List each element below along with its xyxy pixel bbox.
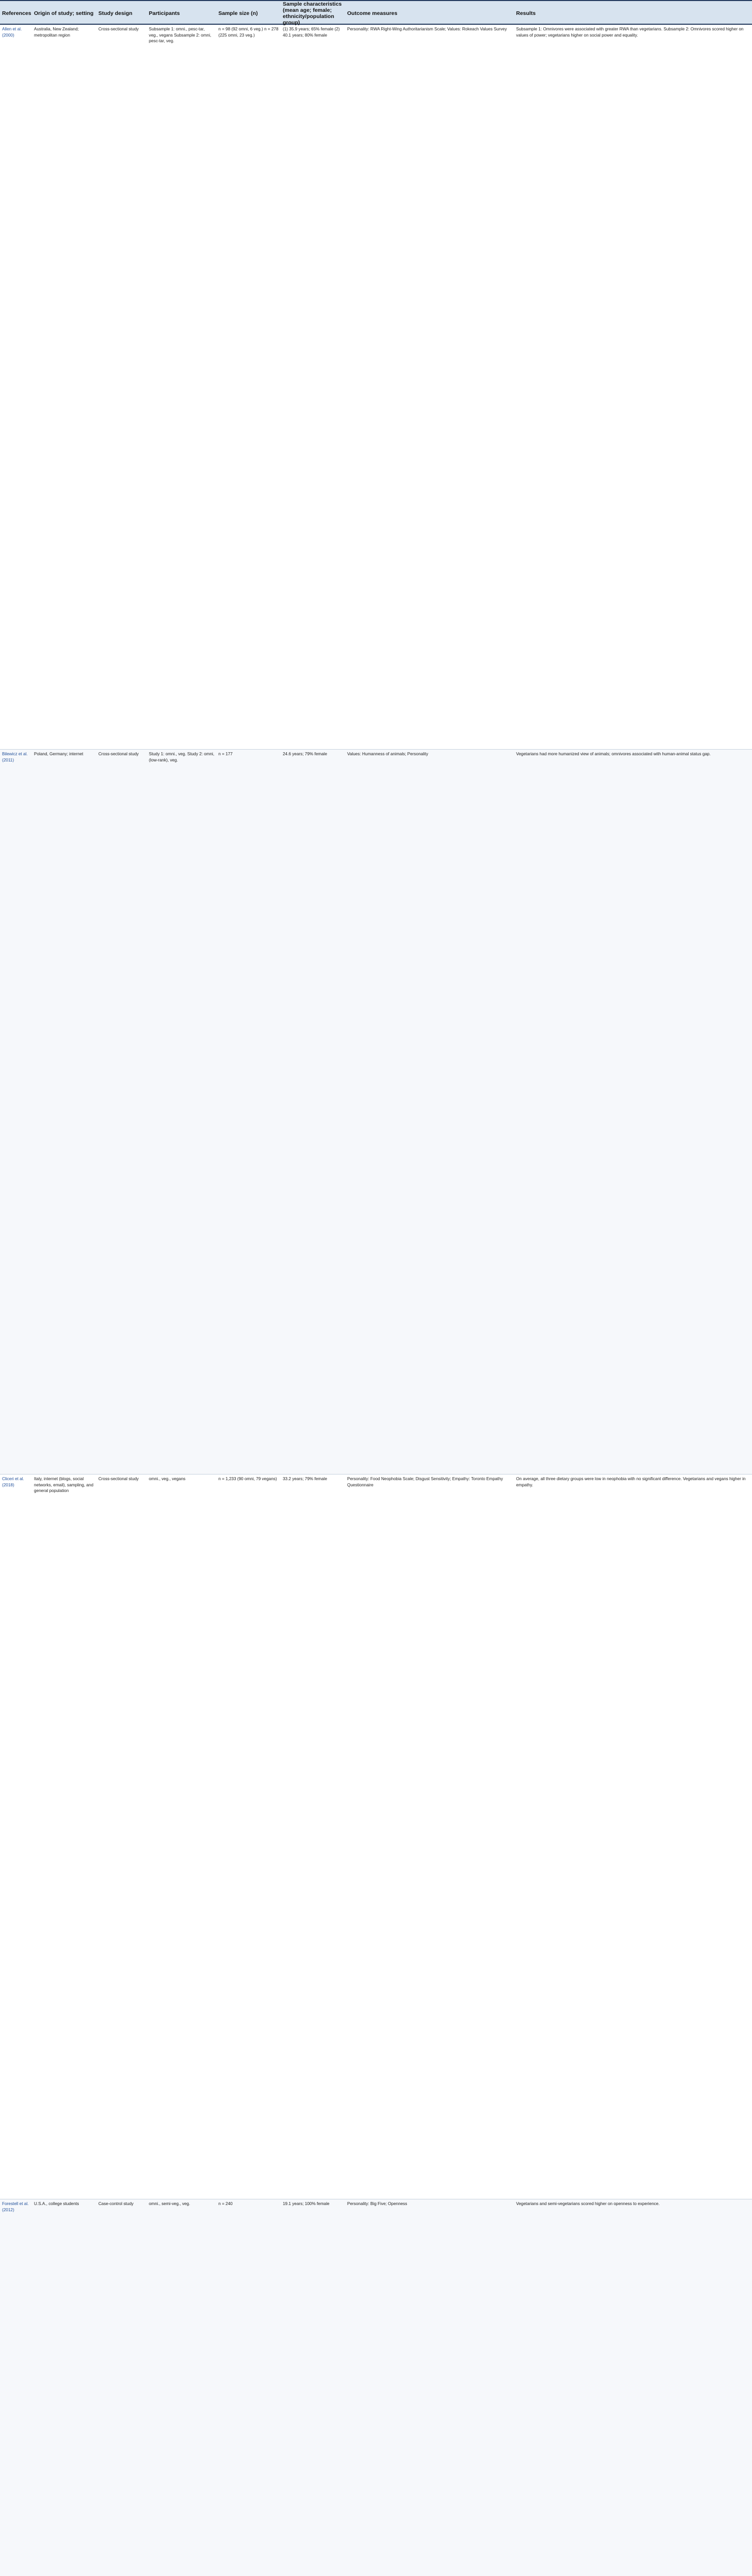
cell-results: Vegetarians and semi-vegetarians scored higher on openness to experience. xyxy=(516,2201,660,2206)
table-row xyxy=(0,25,752,750)
col-outcome: Outcome measures xyxy=(347,10,398,16)
cell-origin: Italy, internet (blogs, social networks, email), sampling, and general population xyxy=(34,1477,94,1493)
cell-participants: Study 1: omni., veg. Study 2: omni, (low-rank), veg. xyxy=(149,752,214,762)
col-origin: Origin of study; setting xyxy=(34,10,94,16)
cell-characteristics: 24.6 years; 79% female xyxy=(283,752,328,756)
cell-sample-size: n = 1,233 (90 omni, 79 vegans) xyxy=(218,1477,277,1481)
cell-design: Case-control study xyxy=(98,2201,134,2206)
cell-design: Cross-sectional study xyxy=(98,752,139,756)
col-results: Results xyxy=(516,10,536,16)
cell-outcome: Values: Humanness of animals; Personality xyxy=(347,752,429,756)
cell-design: Cross-sectional study xyxy=(98,1477,139,1481)
col-sample-size: Sample size (n) xyxy=(218,10,258,16)
col-participants: Participants xyxy=(149,10,180,16)
cell-participants: omni., semi-veg., veg. xyxy=(149,2201,191,2206)
cell-origin: Australia, New Zealand; metropolitan region xyxy=(34,27,79,38)
table-body xyxy=(0,25,752,2576)
col-characteristics: Sample characteristics (mean age; female; ethnicity/population group) xyxy=(283,1,342,26)
cell-outcome: Personality: RWA Right-Wing Authoritarianism Scale; Values: Rokeach Values Survey xyxy=(347,27,507,31)
cell-characteristics: 33.2 years; 79% female xyxy=(283,1477,328,1481)
cell-participants: Subsample 1: omni., pesc-tar, veg., vegans Subsample 2: omni, pesc-tar, veg. xyxy=(149,27,212,43)
cell-reference[interactable]: Cliceri et al. (2018) xyxy=(2,1477,24,1487)
cell-outcome: Personality: Big Five; Openness xyxy=(347,2201,407,2206)
cell-reference[interactable]: Bilewicz et al. (2011) xyxy=(2,752,28,762)
cell-characteristics: (1) 35.9 years; 65% female (2) 40.1 years; 80% female xyxy=(283,27,340,38)
cell-results: On average, all three dietary groups were low in neophobia with no significant difference. Vegetarians and vegans higher in empathy. xyxy=(516,1477,746,1487)
cell-origin: Poland, Germany; internet xyxy=(34,752,83,756)
cell-characteristics: 19.1 years; 100% female xyxy=(283,2201,330,2206)
cell-design: Cross-sectional study xyxy=(98,27,139,31)
col-design: Study design xyxy=(98,10,132,16)
cell-results: Subsample 1: Omnivores were associated with greater RWA than vegetarians. Subsample 2: Omnivores scored higher on values of power; vegetarians higher on social power and equality. xyxy=(516,27,744,38)
table-row xyxy=(0,750,752,1475)
table-row xyxy=(0,1475,752,2199)
cell-outcome: Personality: Food Neophobia Scale; Disgust Sensitivity; Empathy: Toronto Empathy Questionnaire xyxy=(347,1477,503,1487)
cell-origin: U.S.A., college students xyxy=(34,2201,79,2206)
cell-reference[interactable]: Allen et al. (2000) xyxy=(2,27,22,38)
cell-participants: omni., veg., vegans xyxy=(149,1477,185,1481)
cell-reference[interactable]: Forestell et al. (2012) xyxy=(2,2201,29,2212)
cell-sample-size: n = 240 xyxy=(218,2201,233,2206)
cell-results: Vegetarians had more humanized view of animals; omnivores associated with human-animal status gap. xyxy=(516,752,711,756)
cell-sample-size: n = 177 xyxy=(218,752,233,756)
cell-sample-size: n = 98 (92 omni, 6 veg.) n = 278 (225 omni, 23 veg.) xyxy=(218,27,279,38)
table-row xyxy=(0,2199,752,2576)
table-header xyxy=(0,0,752,25)
col-references: References xyxy=(2,10,31,16)
